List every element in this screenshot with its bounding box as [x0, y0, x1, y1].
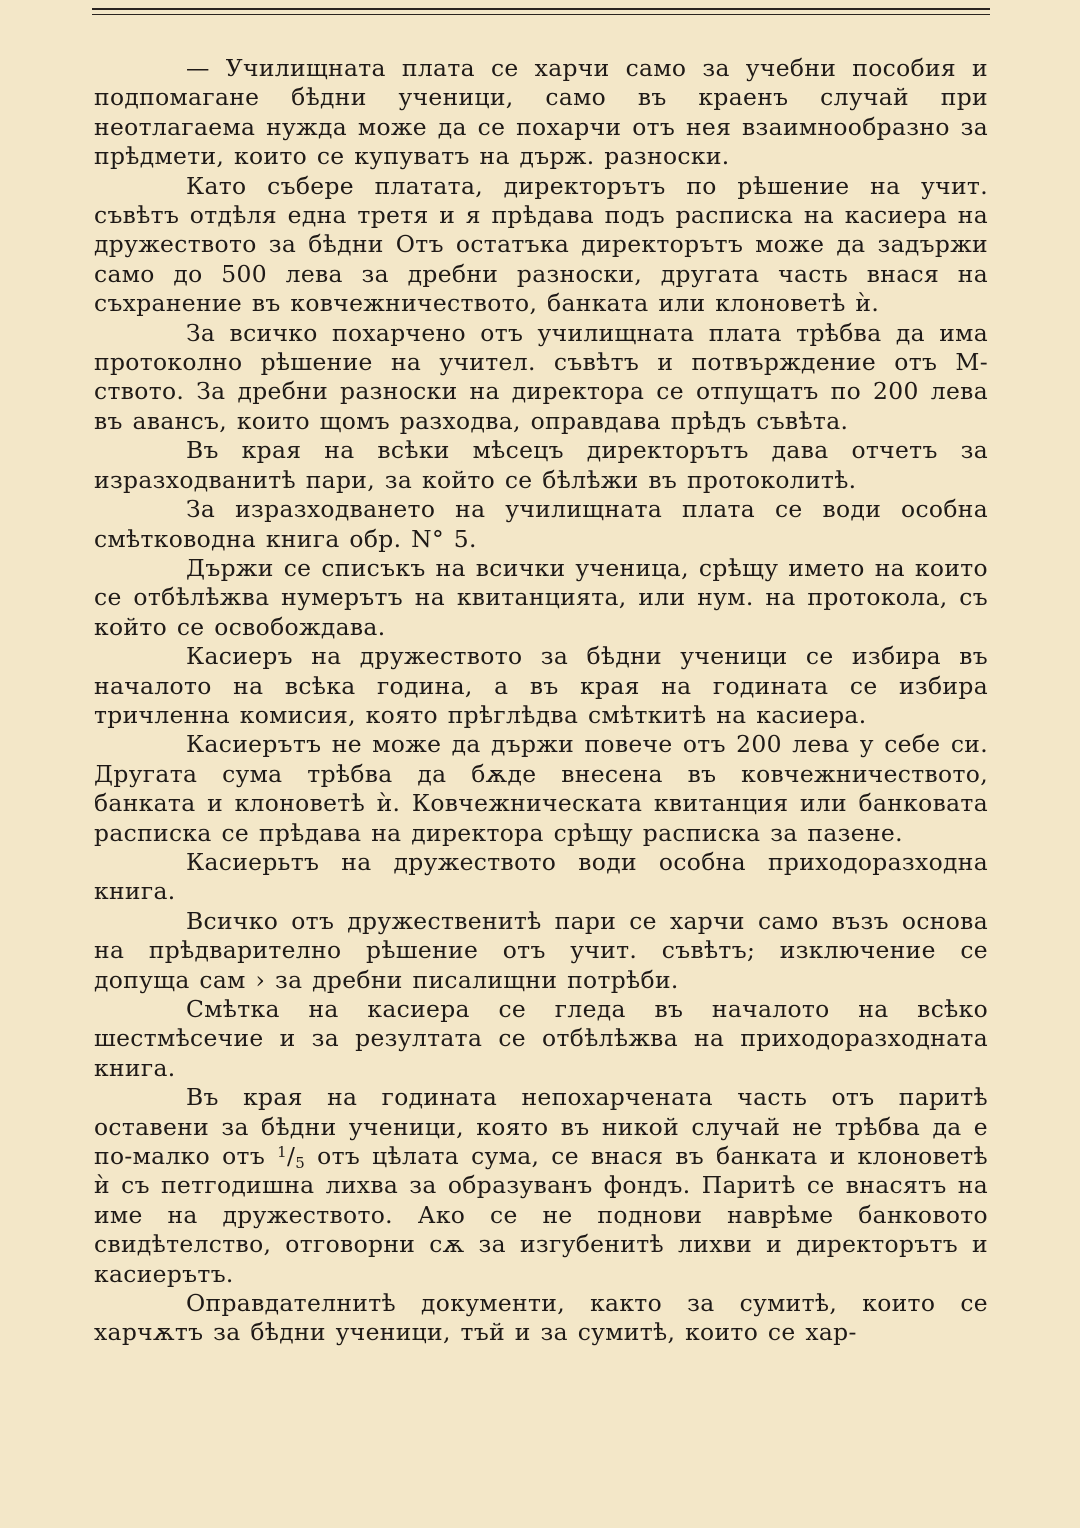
paragraph: За всичко похарчено отъ училищната плата трѣбва да има протоколно рѣшение на учител. съвѣтъ и потвърждение отъ М-ството. За дребни разноски на директора се отпущатъ по 200 лева въ авансъ, които щомъ разходва, оправдава прѣдъ съвѣта. — [94, 318, 988, 435]
paragraph: За изразходването на училищната плата се води особна смѣтководна книга обр. N° 5. — [94, 495, 988, 553]
paragraph-part: отъ цѣлата сума, се внася въ банката и клоноветѣ ѝ съ петгодишна лихва за образуванъ фондъ. Паритѣ се внасятъ на име на дружеството. Ако се не поднови наврѣме банковото свидѣтелство, отговорни сѫ за изгубенитѣ лихви и директорътъ и касиерътъ. — [94, 1142, 988, 1288]
paragraph: Държи се списъкъ на всички ученица, срѣщу името на които се отбѣлѣжва нумерътъ на квитанцията, или нум. на протокола, съ който се освобождава. — [94, 553, 988, 641]
body-text — [94, 54, 988, 1348]
paragraph: Въ края на всѣки мѣсецъ директорътъ дава отчетъ за изразходванитѣ пари, за който се бѣлѣжи въ протоколитѣ. — [94, 436, 988, 494]
paragraph: Като събере платата, директорътъ по рѣшение на учит. съвѣтъ отдѣля една третя и я прѣдава подъ расписка на касиера на дружеството за бѣдни Отъ остатъка директорътъ може да задържи само до 500 лева за дребни разноски, другата часть внася на съхранение въ ковчежничеството, банката или клоноветѣ ѝ. — [94, 171, 988, 318]
paragraph: Касиерьтъ на дружеството води особна приходоразходна книга. — [94, 847, 988, 906]
fraction-denominator: 5 — [295, 1154, 306, 1173]
paragraph: Касиерътъ не може да държи повече отъ 200 лева у себе си. Другата сума трѣбва да бѫде внесена въ ковчежничеството, банката и клоноветѣ ѝ. Ковчежническата квитанция или банковата расписка се прѣдава на директора срѣщу расписка за пазене. — [94, 730, 988, 847]
top-rule — [92, 8, 990, 10]
paragraph: Всичко отъ дружественитѣ пари се харчи само възъ основа на прѣдварително рѣшение отъ учит. съвѣтъ; изключение се допуща сам › за дребни писалищни потрѣби. — [94, 906, 988, 994]
paragraph-with-fraction: Въ края на годината непохарченaта часть отъ паритѣ оставени за бѣдни ученици, която въ никой случай не трѣбва да е по-малко отъ $^1$/5 отъ цѣлата сума, се внася въ банката и клоноветѣ ѝ съ петгодишна лихва за образуванъ фондъ. Паритѣ се внасятъ на име на дружеството. Ако се не поднови наврѣме банковото свидѣтелство, отговорни сѫ за изгубенитѣ лихви и директорътъ и касиерътъ. — [94, 1083, 988, 1288]
top-rule-thin — [92, 14, 990, 15]
paragraph-part: Въ края на годината непохарченaта часть отъ паритѣ оставени за бѣдни ученици, която въ никой случай не трѣбва да е по-малко отъ — [94, 1083, 988, 1171]
paragraph: — Училищната плата се харчи само за учебни пособия и подпомагане бѣдни ученици, само въ краенъ случай при неотлагаема нужда може да се похарчи отъ нея взаимнообразно за прѣдмети, които се купуватъ на държ. разноски. — [94, 54, 988, 171]
fraction-numerator: 1 — [277, 1143, 287, 1162]
paragraph: Касиеръ на дружеството за бѣдни ученици се избира въ началото на всѣка година, а въ края на годината се избира тричленна комисия, която прѣглѣдва смѣткитѣ на касиера. — [94, 642, 988, 729]
paragraph: Оправдателнитѣ документи, както за сумитѣ, които се харчѫтъ за бѣдни ученици, тъй и за сумитѣ, които се хар- — [94, 1289, 988, 1347]
paragraph: Смѣтка на касиера се гледа въ началото на всѣко шестмѣсечие и за резултата се отбѣлѣжва на приходоразходната книга. — [94, 995, 988, 1082]
